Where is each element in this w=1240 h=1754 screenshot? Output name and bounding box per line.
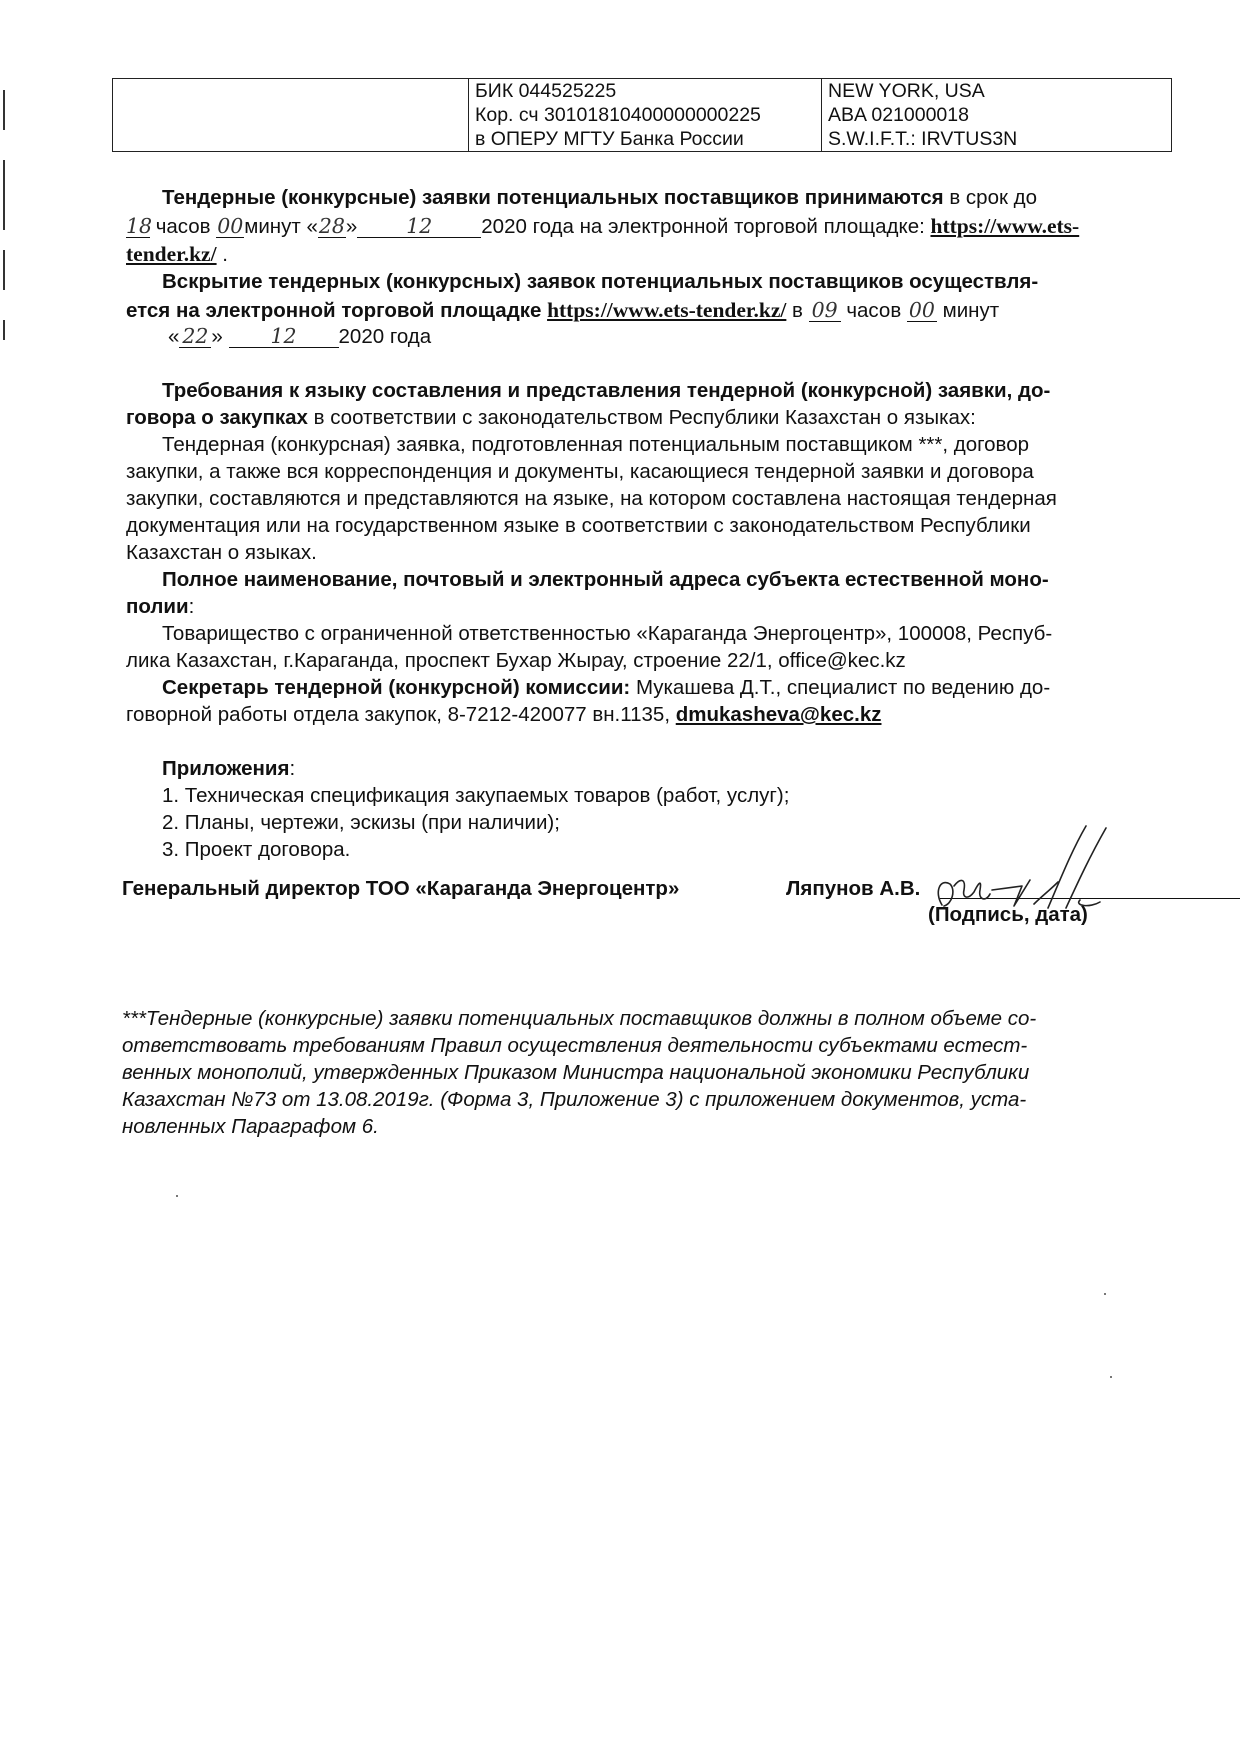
attachment-item-3: 3. Проект договора. (162, 838, 351, 861)
secretary-details: говорной работы отдела закупок, 8-7212-420077 вн.1135, (126, 703, 676, 726)
bank-cell-foreign (822, 79, 1172, 152)
entity-body-line-1: Товарищество с ограниченной ответственностью «Караганда Энергоцентр», 100008, Респуб- (162, 622, 1053, 645)
submission-line-3 (126, 241, 228, 268)
bik-line: БИК 044525225 (475, 80, 617, 102)
bank-cell-empty (113, 79, 469, 152)
corr-account-line: Кор. сч 30101810400000000225 (475, 104, 761, 126)
city-line: NEW YORK, USA (828, 80, 985, 102)
opening-line-1: Вскрытие тендерных (конкурсных) заявок потенциальных поставщиков осуществля- (162, 270, 1039, 293)
scan-edge-marks (0, 70, 8, 370)
language-heading-line-1: Требования к языку составления и представления тендерной (конкурсной) заявки, до- (162, 379, 1051, 402)
opening-hours-word: часов (840, 299, 907, 322)
language-body-line-5: Казахстан о языках. (126, 541, 317, 564)
language-heading-line-2 (126, 405, 976, 431)
footnote-line-3: венных монополий, утвержденных Приказом Министра национальной экономики Республики (122, 1061, 1030, 1084)
attachment-item-1: 1. Техническая спецификация закупаемых товаров (работ, услуг); (162, 784, 790, 807)
submission-line-1 (162, 185, 1037, 211)
submission-minute: 00 (217, 214, 244, 238)
scan-speck (1104, 1293, 1106, 1295)
entity-heading-line-1: Полное наименование, почтовый и электронный адреса субъекта естественной моно- (162, 568, 1049, 591)
scan-speck (1110, 1376, 1112, 1378)
aba-line: ABA 021000018 (828, 104, 969, 126)
opening-hour: 09 (809, 299, 841, 322)
swift-line: S.W.I.F.T.: IRVTUS3N (828, 128, 1018, 150)
secretary-email-link[interactable]: dmukasheva@kec.kz (675, 703, 882, 726)
submission-year: 2020 года на электронной торговой площадке: (481, 215, 931, 238)
language-body-line-4: документация или на государственном языке в соответствии с законодательством Республики (126, 514, 1031, 537)
opening-in-word: в (786, 299, 809, 322)
footnote-line-5: новленных Параграфом 6. (122, 1115, 379, 1138)
footnote-line-2: ответствовать требованиям Правил осуществления деятельности субъектами естест- (122, 1034, 1028, 1057)
submission-minutes-word: минут « (244, 215, 318, 238)
director-title: Генеральный директор ТОО «Караганда Энергоцентр» (122, 877, 680, 900)
opening-line-2 (126, 297, 999, 324)
footnote-line-4: Казахстан №73 от 13.08.2019г. (Форма 3, Приложение 3) с приложением документов, уста- (122, 1088, 1027, 1111)
submission-url-part-2[interactable]: tender.kz/ (126, 242, 217, 266)
language-heading-rest: в соответствии с законодательством Республики Казахстан о языках: (307, 406, 976, 429)
entity-heading-line-2 (126, 594, 194, 620)
submission-term: в срок до (943, 186, 1038, 209)
secretary-label: Секретарь тендерной (конкурсной) комиссии: (162, 676, 631, 699)
opening-minutes-word: минут (936, 299, 1000, 322)
opening-month: 12 (229, 325, 339, 348)
language-body-line-2: закупки, а также вся корреспонденция и документы, касающиеся тендерной заявки и договора (126, 460, 1034, 483)
entity-heading-colon: : (188, 595, 195, 618)
scan-speck (176, 1195, 178, 1197)
bank-details-table (112, 78, 1172, 152)
entity-body-line-2: лика Казахстан, г.Караганда, проспект Бухар Жырау, строение 22/1, office@kec.kz (126, 649, 906, 672)
opening-quote-close: » (211, 325, 223, 348)
opening-day: 22 (179, 325, 211, 348)
bank-cell-correspondent (469, 79, 822, 152)
director-name: Ляпунов А.В. (786, 877, 921, 900)
footnote-line-1: ***Тендерные (конкурсные) заявки потенциальных поставщиков должны в полном объеме со- (122, 1007, 1037, 1030)
secretary-text: Мукашева Д.Т., специалист по ведению до- (630, 676, 1051, 699)
attachments-title: Приложения (162, 757, 290, 780)
handwritten-signature (930, 820, 1120, 915)
submission-end: . (216, 243, 228, 266)
submission-day: 28 (318, 214, 345, 238)
secretary-line-1 (162, 675, 1050, 701)
attachment-item-2: 2. Планы, чертежи, эскизы (при наличии); (162, 811, 560, 834)
language-body-line-3: закупки, составляются и представляются на языке, на котором составлена настоящая тендерная (126, 487, 1057, 510)
opening-line-3 (168, 324, 431, 350)
opening-minute: 00 (908, 298, 935, 322)
opening-url[interactable]: https://www.ets-tender.kz/ (547, 298, 787, 322)
submission-month: 12 (357, 215, 481, 238)
secretary-line-2 (126, 702, 881, 728)
opening-platform-text: ется на электронной торговой площадке (126, 299, 548, 322)
signature-caption: (Подпись, дата) (928, 903, 1088, 926)
submission-day-close: » (345, 215, 358, 238)
opening-year: 2020 года (338, 325, 432, 348)
attachments-title-line (162, 756, 295, 782)
language-body-line-1: Тендерная (конкурсная) заявка, подготовленная потенциальным поставщиком ***, договор (162, 433, 1030, 456)
attachments-colon: : (289, 757, 296, 780)
submission-heading: Тендерные (конкурсные) заявки потенциальных поставщиков принимаются (162, 186, 944, 209)
submission-hours-word: часов (150, 215, 217, 238)
language-heading-bold: говора о закупках (126, 406, 308, 429)
bank-name-line: в ОПЕРУ МГТУ Банка России (475, 128, 744, 150)
submission-url-part-1[interactable]: https://www.ets- (930, 214, 1080, 238)
submission-hour: 18 (126, 214, 153, 238)
submission-line-2 (126, 213, 1079, 240)
opening-quote-open: « (168, 325, 180, 348)
entity-heading-bold: полии (126, 595, 189, 618)
